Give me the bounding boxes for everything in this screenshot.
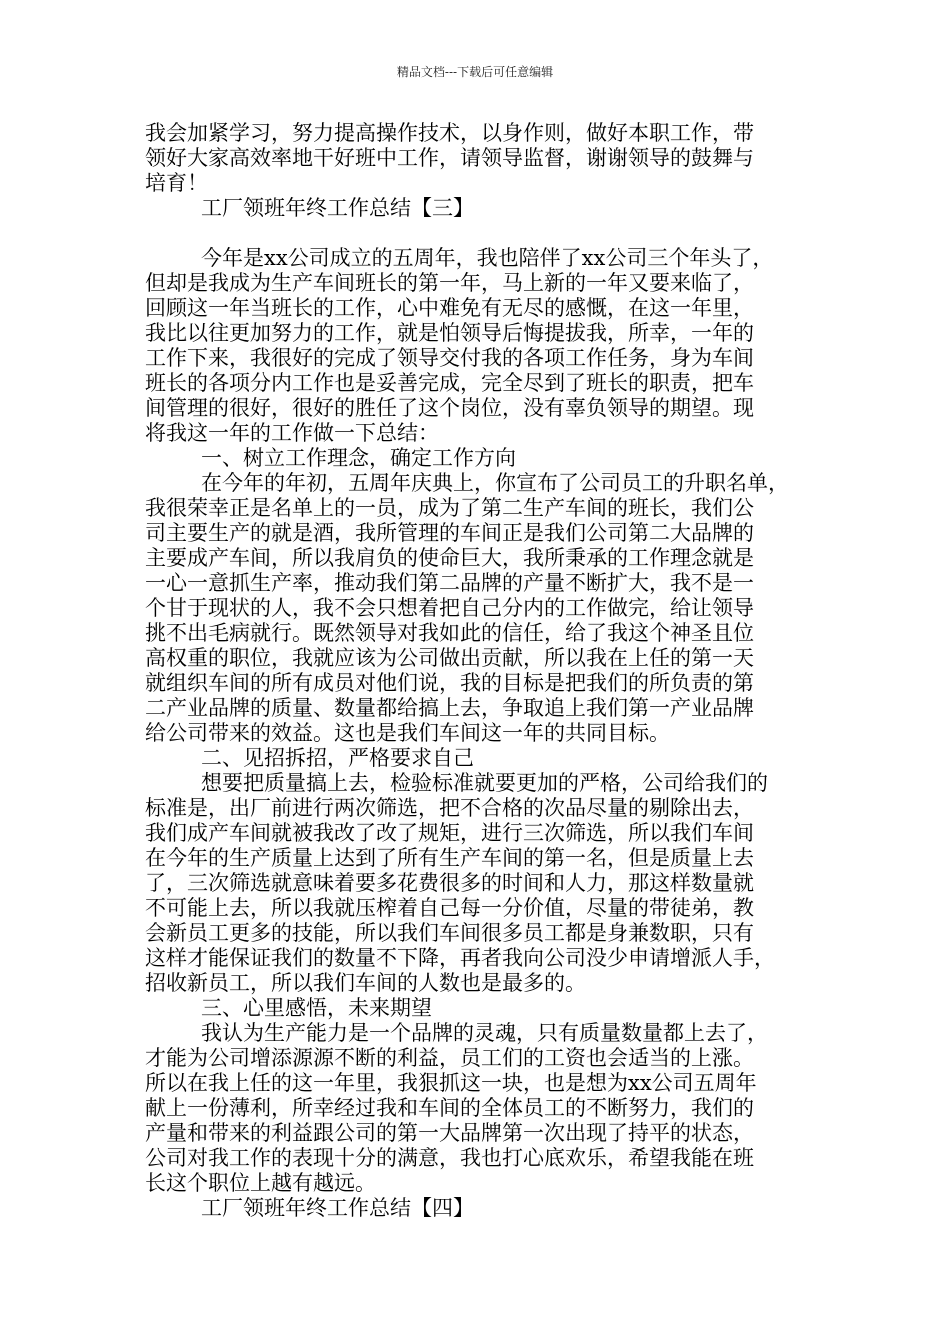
text-line: 一心一意抓生产率，推动我们第二品牌的产量不断扩大，我不是一 (145, 571, 754, 595)
text-line: 标准是，出厂前进行两次筛选，把不合格的次品尽量的剔除出去， (145, 796, 754, 820)
text-line: 三、心里感悟，未来期望 (201, 996, 432, 1020)
text-line: 长这个职位上越有越远。 (145, 1171, 376, 1195)
text-line: 给公司带来的效益。这也是我们车间这一年的共同目标。 (145, 721, 670, 745)
text-line: 在今年的生产质量上达到了所有生产车间的第一名，但是质量上去 (145, 846, 754, 870)
text-line: 将我这一年的工作做一下总结： (145, 421, 439, 445)
text-line: 就组织车间的所有成员对他们说，我的目标是把我们的所负责的第 (145, 671, 754, 695)
text-line: 工厂领班年终工作总结【三】 (201, 196, 474, 220)
text-line: 我认为生产能力是一个品牌的灵魂，只有质量数量都上去了， (201, 1021, 768, 1045)
text-line: 工作下来，我很好的完成了领导交付我的各项工作任务，身为车间 (145, 346, 754, 370)
text-line: 我很荣幸正是名单上的一员，成为了第二生产车间的班长，我们公 (145, 496, 754, 520)
text-line: 主要成产车间，所以我肩负的使命巨大，我所秉承的工作理念就是 (145, 546, 754, 570)
text-line: 我比以往更加努力的工作，就是怕领导后悔提拔我，所幸，一年的 (145, 321, 754, 345)
blank-line (145, 221, 808, 246)
page-header: 精品文档---下载后可任意编辑 (396, 65, 554, 79)
text-line: 不可能上去，所以我就压榨着自己每一分价值，尽量的带徒弟，教 (145, 896, 754, 920)
text-line: 了，三次筛选就意味着要多花费很多的时间和人力，那这样数量就 (145, 871, 754, 895)
text-line: 想要把质量搞上去，检验标准就要更加的严格，公司给我们的 (201, 771, 768, 795)
text-line: 回顾这一年当班长的工作，心中难免有无尽的感慨，在这一年里， (145, 296, 754, 320)
text-line: 会新员工更多的技能，所以我们车间很多员工都是身兼数职，只有 (145, 921, 754, 945)
text-line: 工厂领班年终工作总结【四】 (201, 1196, 474, 1220)
text-line: 间管理的很好，很好的胜任了这个岗位，没有辜负领导的期望。现 (145, 396, 754, 420)
text-line: 培育！ (145, 171, 208, 195)
text-line: 班长的各项分内工作也是妥善完成，完全尽到了班长的职责，把车 (145, 371, 754, 395)
text-line: 所以在我上任的这一年里，我狠抓这一块，也是想为xx公司五周年 (145, 1071, 757, 1095)
text-line: 产量和带来的利益跟公司的第一大品牌第一次出现了持平的状态， (145, 1121, 754, 1145)
text-line: 挑不出毛病就行。既然领导对我如此的信任，给了我这个神圣且位 (145, 621, 754, 645)
text-line: 这样才能保证我们的数量不下降，再者我向公司没少申请增派人手， (145, 946, 775, 970)
text-line: 领好大家高效率地干好班中工作，请领导监督，谢谢领导的鼓舞与 (145, 146, 754, 170)
text-line: 个甘于现状的人，我不会只想着把自己分内的工作做完，给让领导 (145, 596, 754, 620)
text-line: 高权重的职位，我就应该为公司做出贡献，所以我在上任的第一天 (145, 646, 754, 670)
text-line: 在今年的年初，五周年庆典上，你宣布了公司员工的升职名单， (201, 471, 789, 495)
text-line: 一、树立工作理念，确定工作方向 (201, 446, 516, 470)
text-line: 献上一份薄利，所幸经过我和车间的全体员工的不断努力，我们的 (145, 1096, 754, 1120)
text-line: 我会加紧学习，努力提高操作技术，以身作则，做好本职工作，带 (145, 121, 754, 145)
text-line: 司主要生产的就是酒，我所管理的车间正是我们公司第二大品牌的 (145, 521, 754, 545)
document-body (145, 121, 808, 1221)
text-line: 但却是我成为生产车间班长的第一年，马上新的一年又要来临了， (145, 271, 754, 295)
text-line: 今年是xx公司成立的五周年，我也陪伴了xx公司三个年头了， (201, 246, 774, 270)
text-line: 招收新员工，所以我们车间的人数也是最多的。 (145, 971, 586, 995)
text-line: 二、见招拆招，严格要求自己 (201, 746, 474, 770)
text-line: 二产业品牌的质量、数量都给搞上去，争取追上我们第一产业品牌 (145, 696, 754, 720)
text-line: 才能为公司增添源源不断的利益，员工们的工资也会适当的上涨。 (145, 1046, 754, 1070)
text-line: 我们成产车间就被我改了改了规矩，进行三次筛选，所以我们车间 (145, 821, 754, 845)
text-line: 公司对我工作的表现十分的满意，我也打心底欢乐，希望我能在班 (145, 1146, 754, 1170)
